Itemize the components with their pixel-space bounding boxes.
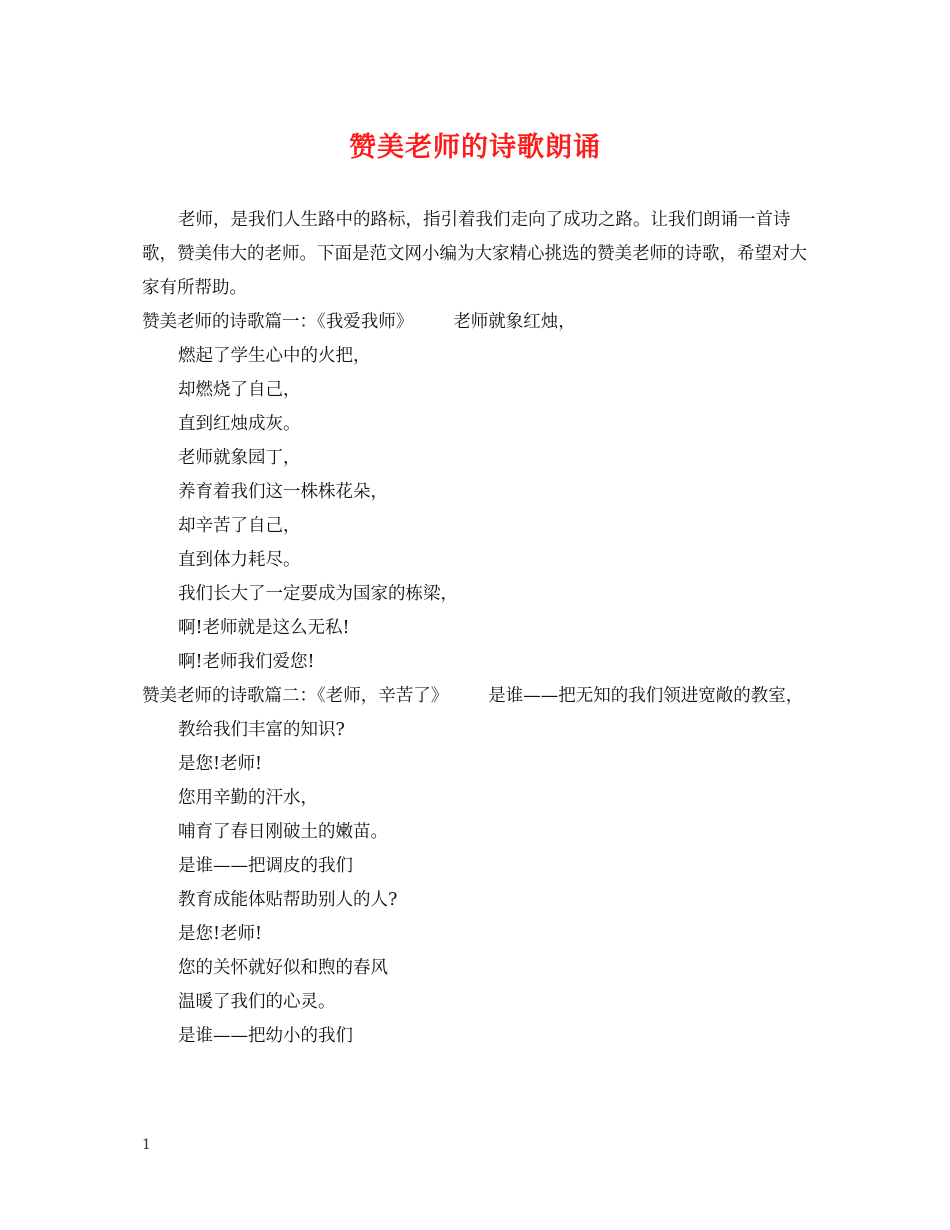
page-number: 1 bbox=[142, 1137, 151, 1153]
poem1-line: 我们长大了一定要成为国家的栋梁， bbox=[178, 584, 458, 604]
document-body bbox=[142, 203, 810, 1053]
poem2-first-line: 是谁——把无知的我们领进宽敞的教室， bbox=[488, 686, 804, 706]
poem2-line: 您的关怀就好似和煦的春风 bbox=[178, 958, 388, 978]
poem2-line: 是您!老师! bbox=[178, 924, 263, 944]
page-title: 赞美老师的诗歌朗诵 bbox=[349, 132, 601, 163]
poem1-line: 直到红烛成灰。 bbox=[178, 414, 301, 434]
poem1-line: 却辛苦了自己， bbox=[178, 516, 301, 536]
poem2-line: 是您!老师! bbox=[178, 754, 263, 774]
poem1-line: 燃起了学生心中的火把， bbox=[178, 346, 371, 366]
poem2-line: 哺育了春日刚破土的嫩苗。 bbox=[178, 822, 388, 842]
poem2-line: 是谁——把调皮的我们 bbox=[178, 856, 353, 876]
poem1-line: 啊!老师我们爱您! bbox=[178, 652, 315, 672]
poem2-heading: 赞美老师的诗歌篇二：《老师，辛苦了》 bbox=[142, 686, 449, 706]
intro-paragraph: 老师，是我们人生路中的路标，指引着我们走向了成功之路。让我们朗诵一首诗歌，赞美伟大的老师。下面是范文网小编为大家精心挑选的赞美老师的诗歌，希望对大家有所帮助。 bbox=[142, 210, 807, 298]
poem1-line: 直到体力耗尽。 bbox=[178, 550, 301, 570]
poem2-line: 您用辛勤的汗水， bbox=[178, 788, 318, 808]
poem2-line: 教给我们丰富的知识? bbox=[178, 720, 345, 740]
poem1-line: 养育着我们这一株株花朵， bbox=[178, 482, 388, 502]
poem1-heading-line bbox=[142, 305, 810, 339]
poem2-line: 是谁——把幼小的我们 bbox=[178, 1026, 353, 1046]
poem1-line: 啊!老师就是这么无私! bbox=[178, 618, 350, 638]
poem1-heading: 赞美老师的诗歌篇一：《我爱我师》 bbox=[142, 312, 414, 332]
poem2-line: 教育成能体贴帮助别人的人? bbox=[178, 890, 398, 910]
poem1-line: 却燃烧了自己， bbox=[178, 380, 301, 400]
poem1-first-line: 老师就象红烛， bbox=[453, 312, 576, 332]
poem2-heading-line bbox=[142, 679, 810, 713]
poem1-line: 老师就象园丁， bbox=[178, 448, 301, 468]
poem2-line: 温暖了我们的心灵。 bbox=[178, 992, 336, 1012]
